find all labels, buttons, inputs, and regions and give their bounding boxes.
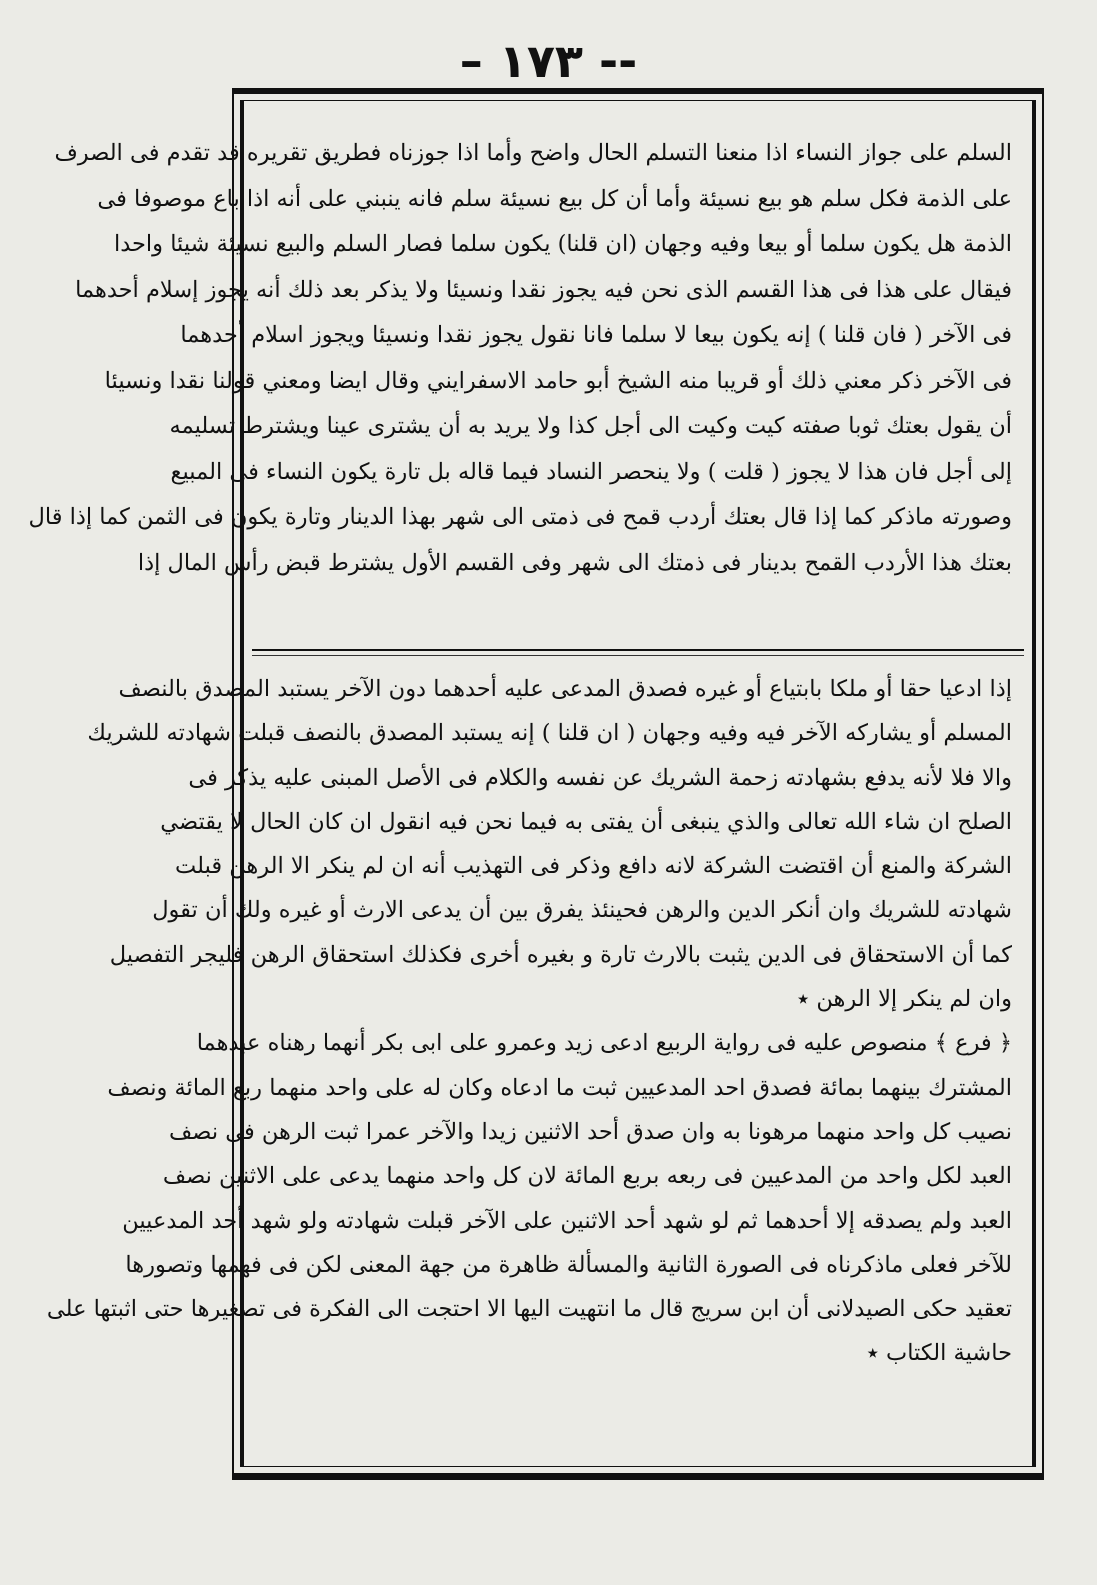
- text-line: بعتك هذا الأردب القمح بدينار فى ذمتك الى شهر وفى القسم الأول يشترط قبض رأس المال إذا: [137, 549, 1012, 576]
- text-line: تعقيد حكى الصيدلانى أن ابن سريج قال ما انتهيت اليها الا احتجت الى الفكرة فى تصغيرها حتى اثبتها على: [46, 1296, 1012, 1323]
- text-line: حاشية الكتاب ٭: [866, 1340, 1012, 1367]
- text-line: ﴿ فرع ﴾ منصوص عليه فى رواية الربيع ادعى زيد وعمرو على ابى بكر أنهما رهناه عبدهما: [196, 1030, 1012, 1057]
- section-divider: [252, 649, 1024, 651]
- text-line: المسلم أو يشاركه الآخر فيه وفيه وجهان ( ان قلنا ) إنه يستبد المصدق بالنصف قبلت شهادته للشريك: [87, 720, 1012, 747]
- page-frame: [28, 88, 1044, 1480]
- text-line: فى الآخر ( فان قلنا ) إنه يكون بيعا لا سلما فانا نقول يجوز نقدا ونسيئا ويجوز اسلام أحدهما: [180, 322, 1012, 348]
- page-frame-inner: [28, 100, 1036, 1467]
- text-line: المشترك بينهما بمائة فصدق احد المدعيين ثبت ما ادعاه وكان له على واحد منهما ربع المائة ونصف: [107, 1074, 1012, 1101]
- text-line: كما أن الاستحقاق فى الدين يثبت بالارث تارة و بغيره أخرى فكذلك استحقاق الرهن فليجر التفصيل: [109, 941, 1012, 968]
- text-line: للآخر فعلى ماذكرناه فى الصورة الثانية والمسألة ظاهرة من جهة المعنى لكن فى فهمها وتصورها: [125, 1251, 1012, 1278]
- secondary-text: [46, 667, 1012, 1376]
- text-line: على الذمة فكل سلم هو بيع نسيئة وأما أن كل بيع نسيئة سلم فانه ينبني على أنه اذا باع موصوفا فى: [97, 185, 1012, 212]
- text-line: الصلح ان شاء الله تعالى والذي ينبغى أن يفتى به فيما نحن فيه انقول ان كان الحال لا يقتضي: [160, 808, 1012, 835]
- text-line: الذمة هل يكون سلما أو بيعا وفيه وجهان (ان قلنا) يكون سلما فصار السلم والبيع نسيئة شيئا واحدا: [113, 231, 1012, 257]
- text-line: إلى أجل فان هذا لا يجوز ( قلت ) ولا ينحصر النساد فيما قاله بل تارة يكون النساء فى المبيع: [170, 458, 1012, 485]
- text-line: فى الآخر ذكر معني ذلك أو قريبا منه الشيخ أبو حامد الاسفرايني وقال ايضا ومعني قولنا نقدا ونسيئا: [104, 367, 1012, 394]
- text-line: إذا ادعيا حقا أو ملكا بابتياع أو غيره فصدق المدعى عليه أحدهما دون الآخر يستبد المصدق بالنصف: [118, 676, 1012, 702]
- text-line: أن يقول بعتك ثوبا صفته كيت وكيت الى أجل كذا ولا يريد به أن يشترى عينا ويشترط تسليمه: [169, 413, 1012, 439]
- text-line: السلم على جواز النساء اذا منعنا التسلم الحال واضح وأما اذا جوزناه فطريق تقريره قد تقدم فى الصرف: [54, 140, 1012, 166]
- text-line: والا فلا لأنه يدفع بشهادته زحمة الشريك عن نفسه والكلام فى الأصل المبنى عليه يذكر فى: [188, 764, 1012, 791]
- text-line: نصيب كل واحد منهما مرهونا به وان صدق أحد الاثنين زيدا والآخر عمرا ثبت الرهن فى نصف: [169, 1118, 1012, 1145]
- text-line: الشركة والمنع أن اقتضت الشركة لانه دافع وذكر فى التهذيب أنه ان لم ينكر الا الرهن قبلت: [175, 853, 1012, 880]
- text-line: وان لم ينكر إلا الرهن ٭: [797, 986, 1012, 1013]
- text-line: وصورته ماذكر كما إذا قال بعتك أردب قمح فى ذمتى الى شهر بهذا الدينار وتارة يكون فى الثمن كما إذا قال: [28, 504, 1012, 530]
- text-line: العبد لكل واحد من المدعيين فى ربعه بربع المائة لان كل واحد منهما يدعى على الاثنين نصف: [162, 1163, 1012, 1190]
- text-line: شهادته للشريك وان أنكر الدين والرهن فحينئذ يفرق بين أن يدعى الارث أو غيره ولك أن تقول: [152, 897, 1012, 924]
- text-line: العبد ولم يصدقه إلا أحدهما ثم لو شهد أحد الاثنين على الآخر قبلت شهادته ولو شهد أحد المدعيين: [122, 1207, 1012, 1234]
- page-number: – ١٧٣ --: [459, 34, 638, 88]
- text-line: فيقال على هذا فى هذا القسم الذى نحن فيه يجوز نقدا ونسيئا ولا يذكر بعد ذلك أنه يجوز إسلام أحدهما: [75, 276, 1012, 303]
- main-text: [28, 131, 1012, 586]
